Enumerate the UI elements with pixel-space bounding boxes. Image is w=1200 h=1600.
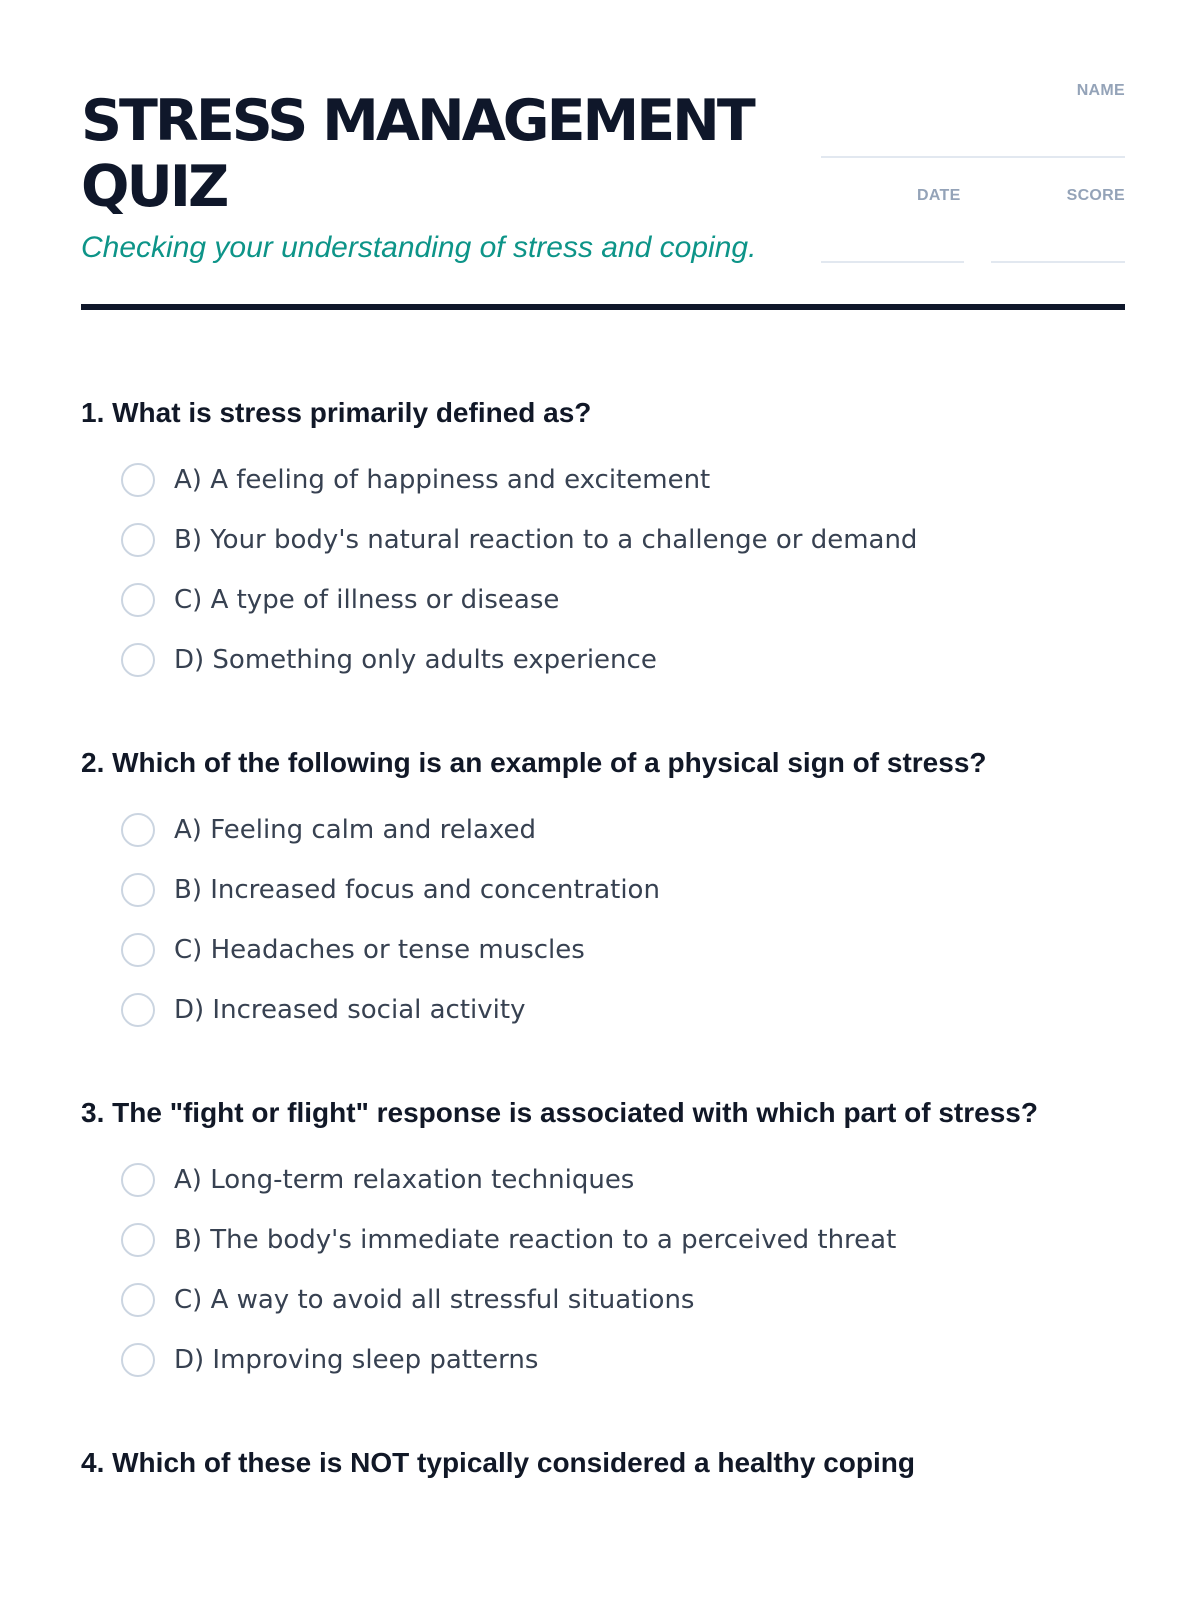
option-label: C) Headaches or tense muscles: [174, 935, 585, 965]
answer-option[interactable]: [81, 570, 1125, 630]
radio-circle-icon[interactable]: [121, 1343, 155, 1377]
score-label: SCORE: [1066, 187, 1125, 204]
option-label: C) A way to avoid all stressful situations: [174, 1285, 695, 1315]
option-label: B) Your body's natural reaction to a challenge or demand: [174, 525, 918, 555]
title-block: [81, 88, 841, 266]
question-text: 3. The "fight or flight" response is associated with which part of stress?: [81, 1097, 1038, 1128]
answer-option[interactable]: [81, 920, 1125, 980]
name-field[interactable]: [821, 156, 1125, 158]
name-label: NAME: [1076, 82, 1125, 99]
option-label: C) A type of illness or disease: [174, 585, 560, 615]
question-block: [81, 1090, 1125, 1390]
option-label: A) Feeling calm and relaxed: [174, 815, 536, 845]
option-label: B) The body's immediate reaction to a perceived threat: [174, 1225, 897, 1255]
answer-option[interactable]: [81, 980, 1125, 1040]
option-label: B) Increased focus and concentration: [174, 875, 660, 905]
option-list: [81, 1150, 1125, 1390]
radio-circle-icon[interactable]: [121, 1283, 155, 1317]
radio-circle-icon[interactable]: [121, 523, 155, 557]
question-block: [81, 740, 1125, 1040]
date-field[interactable]: [821, 261, 964, 263]
answer-option[interactable]: [81, 450, 1125, 510]
option-label: D) Increased social activity: [174, 995, 526, 1025]
page-title: STRESS MANAGEMENT QUIZ: [81, 88, 753, 220]
radio-circle-icon[interactable]: [121, 993, 155, 1027]
radio-circle-icon[interactable]: [121, 1223, 155, 1257]
option-list: [81, 800, 1125, 1040]
question-text: 2. Which of the following is an example of a physical sign of stress?: [81, 747, 987, 778]
header-divider: [81, 304, 1125, 310]
option-label: D) Improving sleep patterns: [174, 1345, 539, 1375]
radio-circle-icon[interactable]: [121, 933, 155, 967]
option-label: A) A feeling of happiness and excitement: [174, 465, 711, 495]
question-list: [81, 390, 1125, 1536]
option-list: [81, 450, 1125, 690]
radio-circle-icon[interactable]: [121, 873, 155, 907]
answer-option[interactable]: [81, 1150, 1125, 1210]
answer-option[interactable]: [81, 800, 1125, 860]
question-text: 4. Which of these is NOT typically considered a healthy coping: [81, 1447, 915, 1478]
answer-option[interactable]: [81, 510, 1125, 570]
option-label: D) Something only adults experience: [174, 645, 657, 675]
radio-circle-icon[interactable]: [121, 813, 155, 847]
radio-circle-icon[interactable]: [121, 643, 155, 677]
answer-option[interactable]: [81, 1210, 1125, 1270]
answer-option[interactable]: [81, 1330, 1125, 1390]
score-field[interactable]: [991, 261, 1125, 263]
quiz-header: [81, 70, 1125, 310]
option-label: A) Long-term relaxation techniques: [174, 1165, 635, 1195]
answer-option[interactable]: [81, 1270, 1125, 1330]
answer-option[interactable]: [81, 860, 1125, 920]
radio-circle-icon[interactable]: [121, 463, 155, 497]
student-info-fields: [821, 70, 1125, 270]
question-block: [81, 1440, 1125, 1486]
radio-circle-icon[interactable]: [121, 1163, 155, 1197]
date-label: DATE: [917, 187, 961, 204]
question-block: [81, 390, 1125, 690]
page-subtitle: Checking your understanding of stress and coping.: [81, 231, 757, 264]
question-text: 1. What is stress primarily defined as?: [81, 397, 592, 428]
radio-circle-icon[interactable]: [121, 583, 155, 617]
answer-option[interactable]: [81, 630, 1125, 690]
